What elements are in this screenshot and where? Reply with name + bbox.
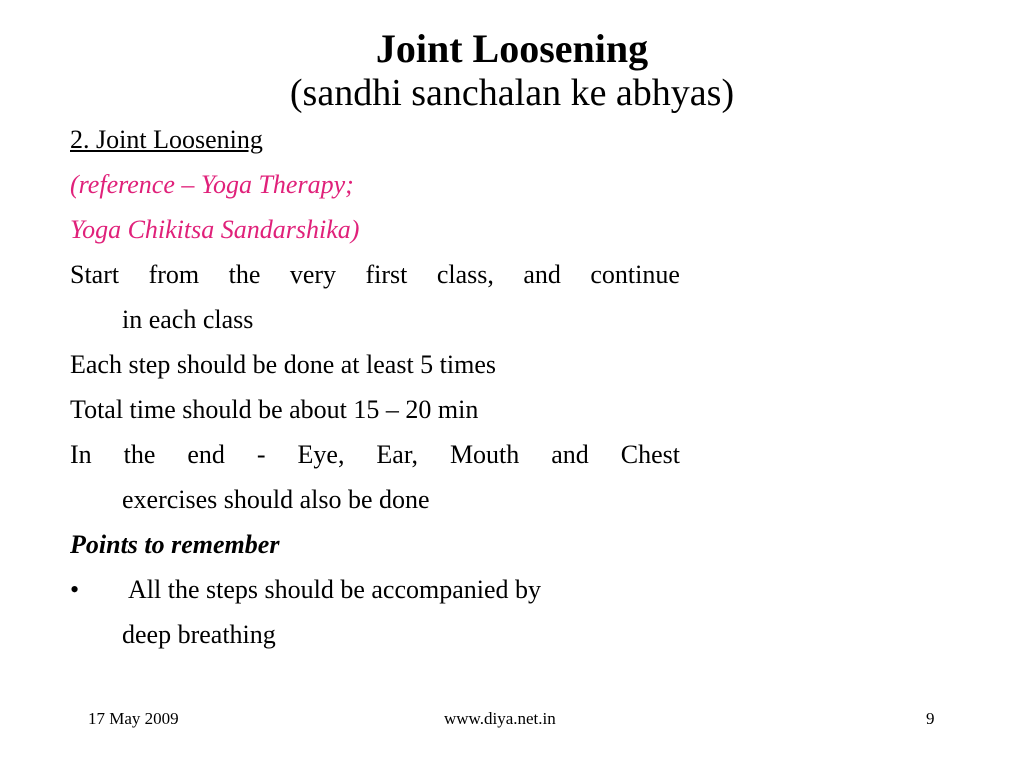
item-start-word: Start [70,260,120,289]
item-start-line-2: in each class [122,305,254,334]
slide-subtitle: (sandhi sanchalan ke abhyas) [289,72,735,114]
item-end-word: Mouth [449,440,520,469]
item-end-word: the [123,440,156,469]
item-start-word: class, [436,260,494,289]
item-start-word: from [148,260,200,289]
item-end-exercises-line-2: exercises should also be done [122,485,430,514]
bullet-line-1: All the steps should be accompanied by [128,575,542,604]
bullet-line-2: deep breathing [122,620,276,649]
item-end-word: In [70,440,92,469]
item-end-word: - [256,440,266,469]
points-heading: Points to remember [70,530,280,559]
item-start-word: the [228,260,261,289]
item-end-word: Eye, [297,440,345,469]
footer-page-number: 9 [926,709,935,728]
item-start-word: first [365,260,408,289]
item-end-word: and [551,440,589,469]
item-start-word: very [289,260,337,289]
bullet-icon: • [70,575,80,604]
item-end-word: Chest [620,440,680,469]
reference-line-1: (reference – Yoga Therapy; [70,170,354,199]
item-total-time: Total time should be about 15 – 20 min [70,395,479,424]
bullet-item [70,567,680,612]
section-heading: 2. Joint Loosening [70,125,263,154]
footer-date: 17 May 2009 [88,709,179,728]
title-block [0,26,1024,114]
item-repetitions: Each step should be done at least 5 times [70,350,497,379]
item-start-word: continue [590,260,680,289]
reference-line-2: Yoga Chikitsa Sandarshika) [70,215,360,244]
footer-website: www.diya.net.in [444,709,556,728]
item-end-exercises-line-1 [70,432,680,477]
slide-body [70,117,680,657]
item-end-word: end [187,440,225,469]
item-start-line-1 [70,252,680,297]
item-start-word: and [523,260,561,289]
slide-title: Joint Loosening [375,26,649,71]
item-end-word: Ear, [376,440,418,469]
